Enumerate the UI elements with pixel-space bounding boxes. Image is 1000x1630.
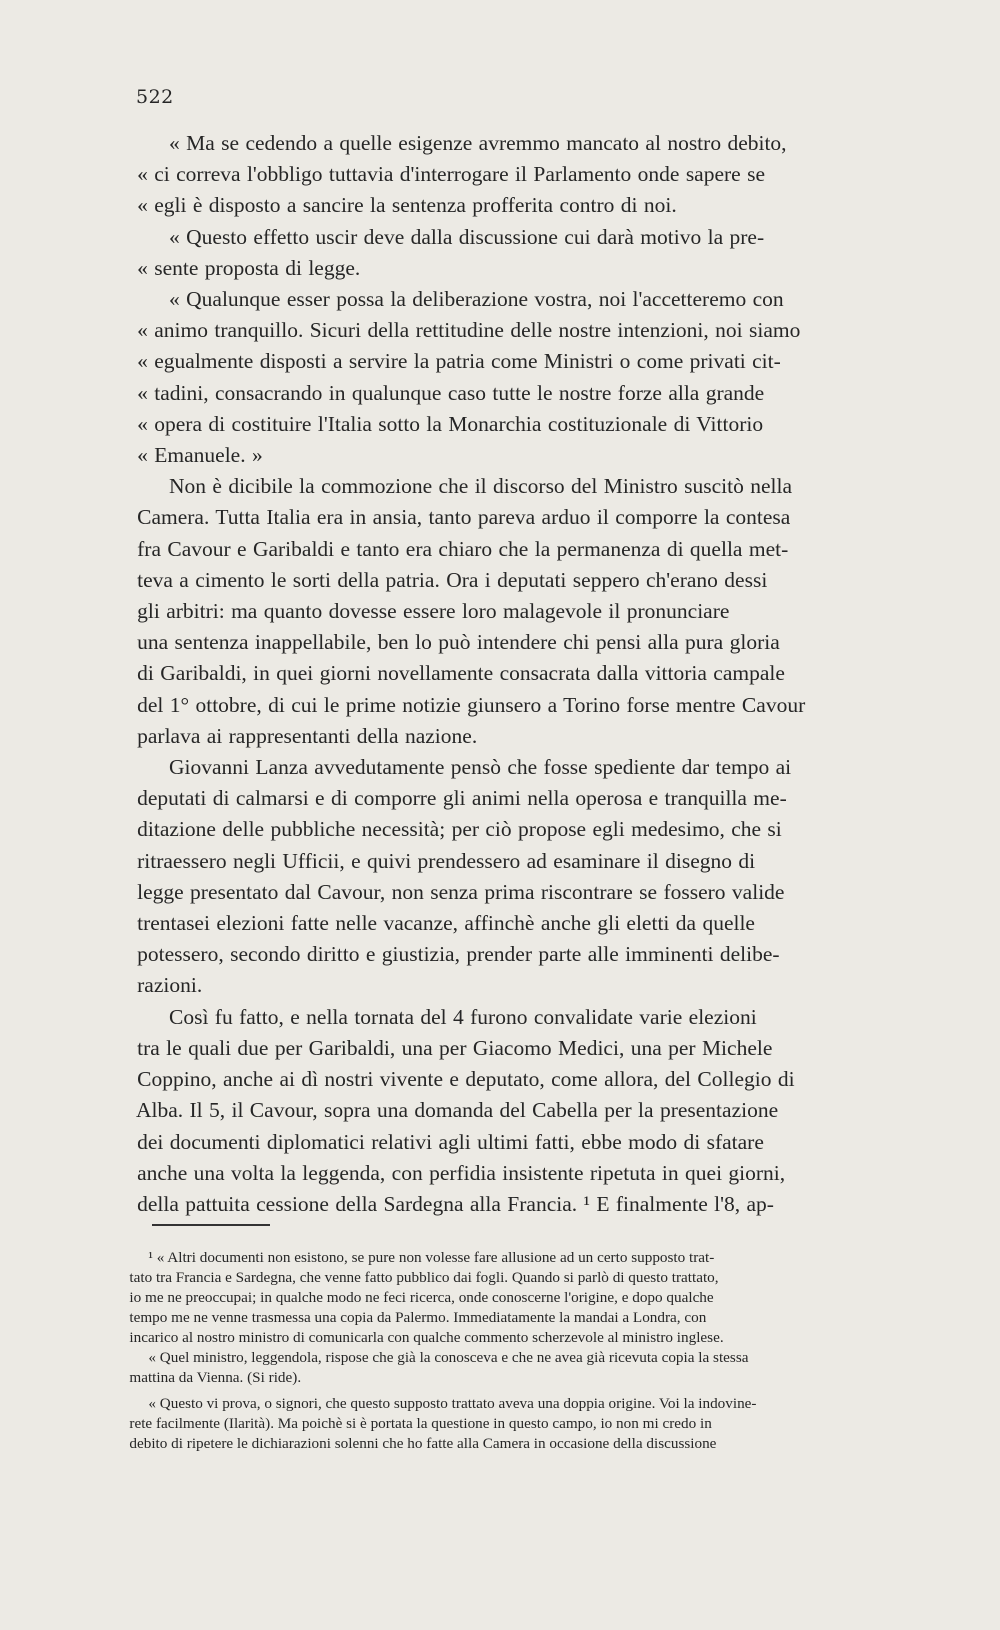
body-line: Alba. Il 5, il Cavour, sopra una domanda del Cabella per la presentazione bbox=[118, 1098, 779, 1123]
footnote-line: « Quel ministro, leggendola, rispose che già la conosceva e che ne avea già ricevuta copia la stessa bbox=[118, 1349, 749, 1366]
footnote-line: ¹ « Altri documenti non esistono, se pure non volesse fare allusione ad un certo supposto trat- bbox=[118, 1249, 715, 1266]
body-text bbox=[118, 128, 940, 1220]
page-number: 522 bbox=[136, 86, 174, 108]
body-line: gli arbitri: ma quanto dovesse essere loro malagevole il pronunciare bbox=[118, 599, 730, 624]
body-line: ritraessero negli Ufficii, e quivi prendessero ad esaminare il disegno di bbox=[118, 848, 756, 873]
body-line: « Qualunque esser possa la deliberazione vostra, noi l'accetteremo con bbox=[118, 287, 784, 312]
body-line: ditazione delle pubbliche necessità; per ciò propose egli medesimo, che si bbox=[118, 817, 782, 842]
body-line: di Garibaldi, in quei giorni novellamente consacrata dalla vittoria campale bbox=[118, 661, 785, 686]
footnote-line: tempo me ne venne trasmessa una copia da Palermo. Immediatamente la mandai a Londra, con bbox=[118, 1309, 707, 1326]
footnote-line: « Questo vi prova, o signori, che questo supposto trattato aveva una doppia origine. Voi la indovine- bbox=[118, 1395, 757, 1412]
body-line: tra le quali due per Garibaldi, una per Giacomo Medici, una per Michele bbox=[118, 1035, 773, 1060]
body-line: parlava ai rappresentanti della nazione. bbox=[118, 723, 478, 748]
body-line: « Questo effetto uscir deve dalla discussione cui darà motivo la pre- bbox=[118, 224, 765, 249]
body-line: Coppino, anche ai dì nostri vivente e deputato, come allora, del Collegio di bbox=[118, 1067, 795, 1092]
body-line: Così fu fatto, e nella tornata del 4 furono convalidate varie elezioni bbox=[118, 1004, 757, 1029]
body-line: della pattuita cessione della Sardegna alla Francia. ¹ E finalmente l'8, ap- bbox=[118, 1191, 774, 1216]
body-line: « sente proposta di legge. bbox=[118, 255, 361, 280]
footnote-line: io me ne preoccupai; in qualche modo ne feci ricerca, onde conoscerne l'origine, e dopo qualche bbox=[118, 1289, 714, 1306]
body-line: « Ma se cedendo a quelle esigenze avremmo mancato al nostro debito, bbox=[118, 131, 787, 155]
footnote-line: tato tra Francia e Sardegna, che venne fatto pubblico dai fogli. Quando si parlò di questo trattato, bbox=[118, 1269, 719, 1286]
body-line: razioni. bbox=[118, 973, 203, 998]
body-line: trentasei elezioni fatte nelle vacanze, affinchè anche gli eletti da quelle bbox=[118, 911, 755, 936]
body-line: dei documenti diplomatici relativi agli ultimi fatti, ebbe modo di sfatare bbox=[118, 1129, 764, 1154]
footnote-line: incarico al nostro ministro di comunicarla con qualche commento scherzevole al ministro inglese. bbox=[118, 1329, 724, 1346]
body-line: una sentenza inappellabile, ben lo può intendere chi pensi alla pura gloria bbox=[118, 630, 780, 655]
body-line: fra Cavour e Garibaldi e tanto era chiaro che la permanenza di quella met- bbox=[118, 536, 789, 561]
body-line: Giovanni Lanza avvedutamente pensò che fosse spediente dar tempo ai bbox=[118, 755, 792, 780]
body-line: « egli è disposto a sancire la sentenza profferita contro di noi. bbox=[118, 193, 677, 218]
body-line: « tadini, consacrando in qualunque caso tutte le nostre forze alla grande bbox=[118, 380, 765, 405]
body-line: legge presentato dal Cavour, non senza prima riscontrare se fossero valide bbox=[118, 879, 785, 904]
footnotes bbox=[118, 1248, 940, 1454]
footnote-line: rete facilmente (Ilarità). Ma poichè si è portata la questione in questo campo, io non mi credo in bbox=[118, 1415, 712, 1432]
body-line: Camera. Tutta Italia era in ansia, tanto pareva arduo il comporre la contesa bbox=[118, 505, 791, 530]
body-line: teva a cimento le sorti della patria. Ora i deputati seppero ch'erano dessi bbox=[118, 567, 768, 592]
footnote-line: debito di ripetere le dichiarazioni solenni che ho fatte alla Camera in occasione della discussione bbox=[118, 1435, 717, 1452]
footnote-line: mattina da Vienna. (Si ride). bbox=[118, 1369, 302, 1386]
body-line: deputati di calmarsi e di comporre gli animi nella operosa e tranquilla me- bbox=[118, 786, 787, 811]
body-line: anche una volta la leggenda, con perfidia insistente ripetuta in quei giorni, bbox=[118, 1160, 786, 1185]
body-line: « ci correva l'obbligo tuttavia d'interrogare il Parlamento onde sapere se bbox=[118, 162, 766, 187]
body-line: « opera di costituire l'Italia sotto la Monarchia costituzionale di Vittorio bbox=[118, 411, 764, 436]
body-line: potessero, secondo diritto e giustizia, prender parte alle imminenti delibe- bbox=[118, 942, 780, 967]
body-line: « animo tranquillo. Sicuri della rettitudine delle nostre intenzioni, noi siamo bbox=[118, 318, 801, 343]
footnote-separator bbox=[152, 1224, 270, 1226]
body-line: del 1° ottobre, di cui le prime notizie giunsero a Torino forse mentre Cavour bbox=[118, 692, 806, 717]
body-line: « egualmente disposti a servire la patria come Ministri o come privati cit- bbox=[118, 349, 781, 374]
body-line: « Emanuele. » bbox=[118, 443, 263, 468]
body-line: Non è dicibile la commozione che il discorso del Ministro suscitò nella bbox=[118, 474, 793, 499]
